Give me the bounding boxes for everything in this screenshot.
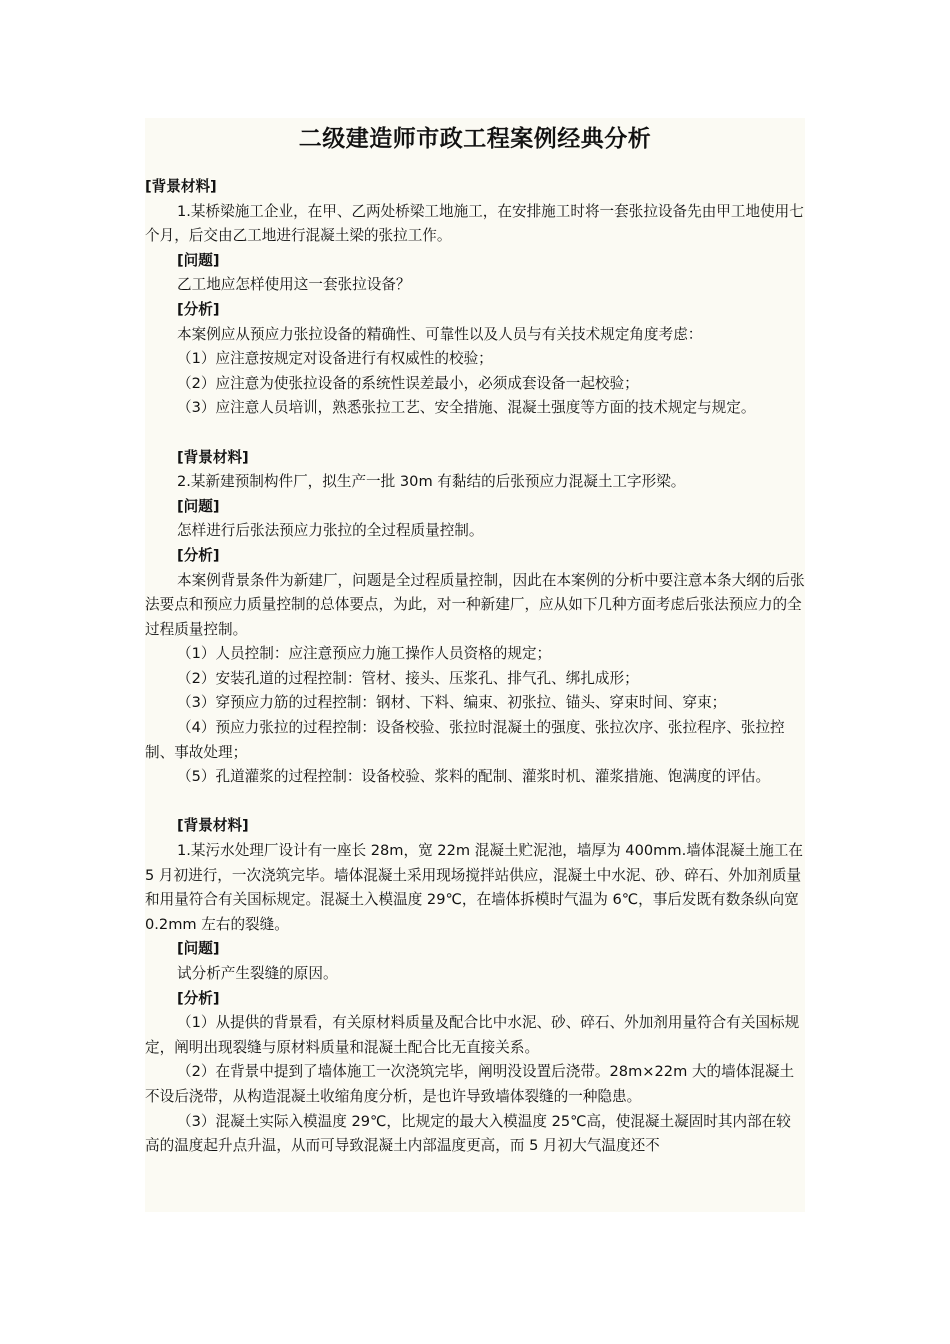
case-1-background-heading: [背景材料] xyxy=(145,178,217,195)
case-1 xyxy=(145,175,805,421)
case-3-question-heading: [问题] xyxy=(177,940,220,958)
case-3-analysis-heading: [分析] xyxy=(177,989,220,1007)
case-3-analysis-line: （1）从提供的背景看，有关原材料质量及配合比中水泥、砂、碎石、外加剂用量符合有关国标规定，阐明出现裂缝与原材料质量和混凝土配合比无直接关系。 xyxy=(145,1014,800,1056)
case-2-analysis-line: 本案例背景条件为新建厂，问题是全过程质量控制，因此在本案例的分析中要注意本条大纲的后张法要点和预应力质量控制的总体要点，为此，对一种新建厂，应从如下几种方面考虑后张法预应力的全过程质量控制。 xyxy=(145,571,805,638)
case-2-question-text: 怎样进行后张法预应力张拉的全过程质量控制。 xyxy=(177,522,484,540)
case-3-analysis-line: （3）混凝土实际入模温度 29℃，比规定的最大入模温度 25℃高，使混凝土凝固时其内部在较高的温度起升点升温，从而可导致混凝土内部温度更高，而 5 月初大气温度还不 xyxy=(145,1112,791,1155)
case-2-analysis-line: （2）安装孔道的过程控制：管材、接头、压浆孔、排气孔、绑扎成形； xyxy=(177,669,639,687)
case-2-analysis-line: （3）穿预应力筋的过程控制：钢材、下料、编束、初张拉、锚头、穿束时间、穿束； xyxy=(177,694,727,712)
case-2-question-heading: [问题] xyxy=(177,497,220,515)
case-1-analysis-line: （1）应注意按规定对设备进行有权威性的校验； xyxy=(177,350,493,368)
section-gap xyxy=(145,790,805,815)
case-2-analysis-line: （4）预应力张拉的过程控制：设备校验、张拉时混凝土的强度、张拉次序、张拉程序、张拉控制、事故处理； xyxy=(145,719,785,761)
case-1-question-heading: [问题] xyxy=(177,251,220,269)
section-gap xyxy=(145,421,805,446)
case-1-analysis-heading: [分析] xyxy=(177,300,220,318)
case-1-analysis-line: （3）应注意人员培训，熟悉张拉工艺、安全措施、混凝土强度等方面的技术规定与规定。 xyxy=(177,399,756,417)
case-1-analysis-line: 本案例应从预应力张拉设备的精确性、可靠性以及人员与有关技术规定角度考虑： xyxy=(177,325,703,343)
case-2-analysis-line: （5）孔道灌浆的过程控制：设备校验、浆料的配制、灌浆时机、灌浆措施、饱满度的评估。 xyxy=(177,768,771,786)
case-3-analysis-line: （2）在背景中提到了墙体施工一次浇筑完毕，阐明没设置后浇带。28m×22m 大的墙体混凝土不设后浇带，从构造混凝土收缩角度分析，是也许导致墙体裂缝的一种隐患。 xyxy=(145,1063,795,1105)
case-3-question-text: 试分析产生裂缝的原因。 xyxy=(177,965,338,982)
page-title: 二级建造师市政工程案例经典分析 xyxy=(298,126,652,152)
case-3-background-heading: [背景材料] xyxy=(177,817,249,835)
case-1-question-text: 乙工地应怎样使用这一套张拉设备？ xyxy=(177,276,411,294)
case-1-background-text: 1.某桥梁施工企业，在甲、乙两处桥梁工地施工，在安排施工时将一套张拉设备先由甲工地使用七个月，后交由乙工地进行混凝土梁的张拉工作。 xyxy=(145,202,804,245)
case-3-background-text: 1.某污水处理厂设计有一座长 28m，宽 22m 混凝土贮泥池，墙厚为 400mm.墙体混凝土施工在 5 月初进行，一次浇筑完毕。墙体混凝土采用现场搅拌站供应，混凝土中水泥、砂、碎石、外加剂质量和用量符合有关国标规定。混凝土入模温度 29℃，在墙体拆模时气温为 6℃，事后发既有数条纵向宽 0.2mm 左右的裂缝。 xyxy=(145,842,803,933)
document-page xyxy=(145,118,805,1212)
case-2-analysis-heading: [分析] xyxy=(177,546,220,564)
case-1-analysis-line: （2）应注意为使张拉设备的系统性误差最小，必须成套设备一起校验； xyxy=(177,374,639,392)
case-2-background-text: 2.某新建预制构件厂，拟生产一批 30m 有黏结的后张预应力混凝土工字形梁。 xyxy=(177,473,686,491)
case-2 xyxy=(145,446,805,790)
case-2-analysis-line: （1）人员控制：应注意预应力施工操作人员资格的规定； xyxy=(177,645,552,663)
case-2-background-heading: [背景材料] xyxy=(177,448,249,466)
case-3 xyxy=(145,814,805,1158)
